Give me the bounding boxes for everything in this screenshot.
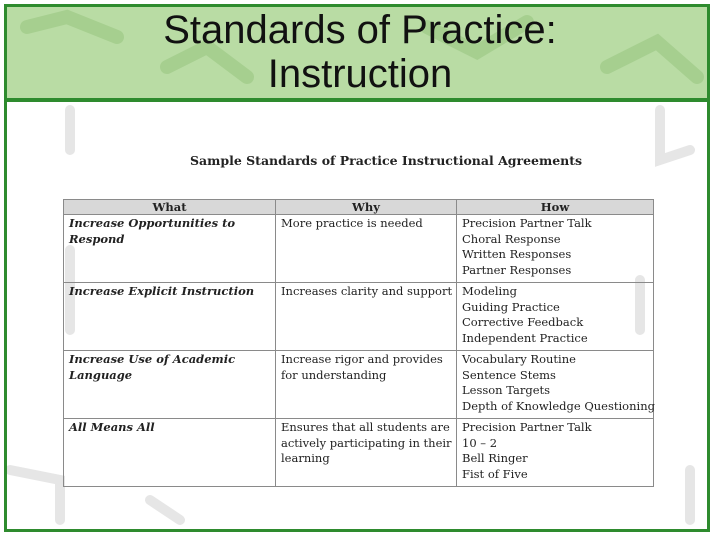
cell-text: Independent Practice [462, 330, 588, 345]
cell-how [457, 215, 654, 283]
slide-title [0, 8, 720, 96]
cell-text: learning [281, 451, 330, 465]
slide-title-line-1: Standards of Practice: [163, 8, 557, 52]
agreements-table [63, 199, 654, 487]
cell-text: Increase Use of Academic [69, 352, 236, 366]
table-row [64, 283, 654, 351]
cell-text: Lesson Targets [462, 383, 551, 397]
cell-what [64, 283, 276, 351]
cell-text: Guiding Practice [462, 299, 560, 314]
cell-text: Sentence Stems [462, 367, 556, 382]
cell-how [457, 283, 654, 351]
column-header-why: Why [276, 200, 457, 215]
cell-text: More practice is needed [281, 216, 423, 230]
title-divider [7, 98, 707, 102]
cell-why [276, 283, 457, 351]
cell-text: Depth of Knowledge Questioning [462, 398, 655, 413]
cell-why [276, 351, 457, 419]
document-caption: Sample Standards of Practice Instructional Agreements [190, 153, 583, 168]
cell-what [64, 419, 276, 487]
cell-what [64, 215, 276, 283]
cell-text: Respond [69, 231, 125, 246]
cell-why [276, 419, 457, 487]
cell-what [64, 351, 276, 419]
cell-text: Modeling [462, 284, 517, 298]
cell-text: Partner Responses [462, 262, 572, 277]
cell-text: Precision Partner Talk [462, 216, 592, 230]
cell-text: 10 – 2 [462, 435, 498, 450]
cell-text: Increases clarity and support [281, 284, 453, 298]
cell-why [276, 215, 457, 283]
cell-text: Choral Response [462, 231, 561, 246]
cell-text: Vocabulary Routine [462, 352, 576, 366]
cell-text: Precision Partner Talk [462, 420, 592, 434]
cell-text: for understanding [281, 367, 387, 382]
column-header-how: How [457, 200, 654, 215]
cell-text: Increase rigor and provides [281, 352, 443, 366]
table-header-row [64, 200, 654, 215]
cell-text: Fist of Five [462, 466, 528, 481]
cell-text: Language [69, 367, 133, 382]
cell-text: Increase Explicit Instruction [69, 284, 255, 298]
cell-text: Increase Opportunities to [69, 216, 236, 230]
column-header-what: What [64, 200, 276, 215]
cell-text: All Means All [69, 420, 155, 434]
cell-text: Corrective Feedback [462, 315, 584, 329]
cell-text: Ensures that all students are [281, 420, 450, 434]
table-row [64, 351, 654, 419]
cell-how [457, 351, 654, 419]
table-row [64, 215, 654, 283]
table-row [64, 419, 654, 487]
slide-title-line-2: Instruction [267, 52, 453, 96]
cell-text: actively participating in their [281, 435, 452, 450]
cell-text: Bell Ringer [462, 451, 528, 465]
cell-how [457, 419, 654, 487]
cell-text: Written Responses [462, 247, 572, 261]
